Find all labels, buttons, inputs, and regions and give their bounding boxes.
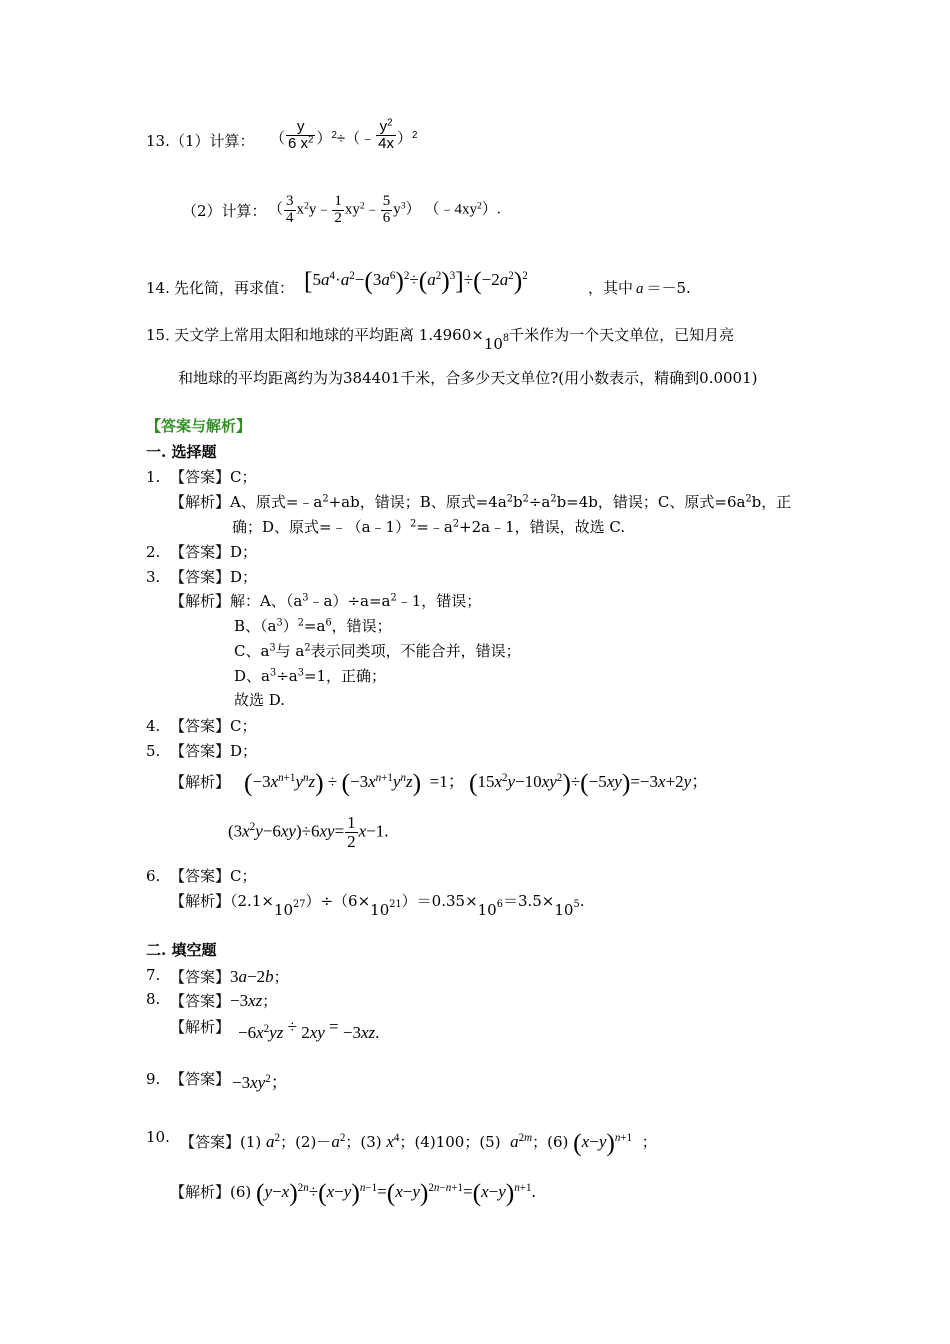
- explanation-10: 【解析】(6) $(y-x)^{2n}\div(x-y)^{n-1}=(x-y)^{2n-n+1}=(x-y)^{n+1}$.: [170, 1178, 536, 1207]
- section-fill-title: 二. 填空题: [146, 941, 217, 959]
- frac-den: 6 $x^2$: [288, 134, 314, 152]
- answer-5-number: 5.: [146, 742, 161, 760]
- explanation-8-tag: 【解析】: [170, 1018, 231, 1036]
- q15-line1: 天文学上常用太阳和地球的平均距离 $1.4960\times 10^8$千米作为一个天文单位，已知月亮: [174, 326, 735, 353]
- answer-9: $-3xy^2$；: [232, 1072, 288, 1092]
- q14-expression: $[5a^4\cdot a^2-(3a^6)^2\div(a^2)^3]\div(-2a^2)^2$: [304, 266, 528, 295]
- answer-10-number: 10.: [146, 1128, 170, 1146]
- answer-7-number: 7.: [146, 966, 161, 984]
- q14-text: 先化简，再求值：: [174, 279, 295, 297]
- answer-9-number: 9.: [146, 1070, 161, 1088]
- answer-9-tag: 【答案】: [170, 1070, 231, 1088]
- answer-3: 【答案】D；: [170, 568, 258, 586]
- q13-part1-label: （1）计算：: [170, 132, 255, 150]
- explanation-3-line5: 故选 D.: [234, 691, 286, 709]
- answer-6-number: 6.: [146, 867, 161, 885]
- explanation-5-tag: 【解析】: [170, 773, 231, 791]
- explanation-3-line3: C、$a^3$与 $a^2$表示同类项，不能合并，错误；: [234, 642, 521, 660]
- frac-num: y: [286, 119, 315, 136]
- explanation-3-line4: D、$a^3\div a^3=1$，正确；: [234, 667, 387, 685]
- q14-condition: ，其中 a ＝－5.: [588, 279, 691, 297]
- answer-8: 【答案】−3xz；: [170, 991, 278, 1010]
- explanation-1-line2: 确；D、原式$=﹣(a﹣1)^2=﹣a^2+2a﹣1$，错误，故选 C.: [232, 518, 626, 536]
- answer-10: 【答案】(1) $a^2$；$(2)-a^2$；(3) $x^4$；(4)100；(5) $a^{2m}$；(6) $(x-y)^{n+1}$ ；: [180, 1128, 657, 1157]
- frac-num: $y^2$: [376, 119, 396, 136]
- answer-5: 【答案】D；: [170, 742, 258, 760]
- answer-6: 【答案】C；: [170, 867, 257, 885]
- section-choice-title: 一. 选择题: [146, 443, 217, 461]
- answer-8-number: 8.: [146, 990, 161, 1008]
- q15-number: 15．: [146, 326, 181, 344]
- explanation-8: $-6x^2yz \div 2xy = -3xz$.: [238, 1017, 380, 1042]
- explanation-1-line1: 【解析】A、原式$=﹣a^2+ab$，错误；B、原式$=4a^2b^2\div a^2b=4b$，错误；C、原式$=6a^2b$，正: [170, 493, 792, 511]
- explanation-6: 【解析】$(2.1\times 10^{27})\div(6\times 10^{21})=0.35\times 10^6=3.5\times 10^5$.: [170, 892, 585, 919]
- q14-number: 14.: [146, 279, 170, 297]
- answer-3-number: 3.: [146, 568, 161, 586]
- answer-7: 【答案】3a−2b；: [170, 967, 289, 986]
- answer-2: 【答案】D；: [170, 543, 258, 561]
- explanation-3-line1: 【解析】解：A、$(a^3﹣a)\div a=a^2﹣1$，错误；: [170, 592, 482, 610]
- answer-2-number: 2.: [146, 543, 161, 561]
- q13-part2-expression: （ $\frac{3}{4}$ $x^2y﹣$ $\frac{1}{2}$ $xy^2﹣$ $\frac{5}{6}$ $y^3$） $(﹣4xy^2)$.: [268, 193, 501, 226]
- frac-den: 4x: [378, 134, 394, 152]
- explanation-3-line2: B、$(a^3)^2=a^6$，错误；: [234, 617, 392, 635]
- q13-number: 13.: [146, 132, 170, 150]
- explanation-5-line2: $(3x^2y-6xy)\div 6xy=$ $\frac{1}{2}$ x−1.: [228, 813, 389, 851]
- answer-4: 【答案】C；: [170, 717, 257, 735]
- explanation-5-line1: $(-3x^{n+1}y^nz) \div (-3x^{n+1}y^nz) =1$； $(15x^2y-10xy^2)\div(-5xy)=-3x+2y$；: [244, 768, 709, 797]
- q13-part2-label: （2）计算：: [182, 202, 267, 220]
- answer-4-number: 4.: [146, 717, 161, 735]
- answers-title: 【答案与解析】: [146, 417, 252, 435]
- q13-part1-expression: （ $\frac{y}{6 x^2}$ ）$^2$÷（﹣ $\frac{y^2}{4x}$ ）$^2$: [270, 117, 418, 152]
- q15-line2: 和地球的平均距离约为为384401千米，合多少天文单位?(用小数表示，精确到0.0001): [178, 369, 758, 387]
- answer-1: 【答案】C；: [170, 468, 257, 486]
- answer-1-number: 1.: [146, 468, 161, 486]
